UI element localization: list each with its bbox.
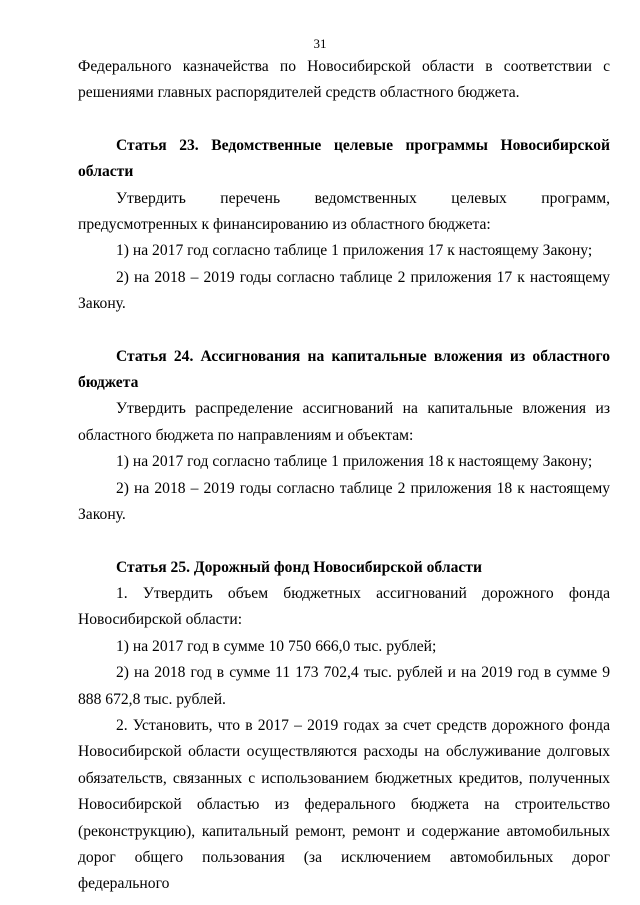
section-gap: [78, 529, 610, 555]
article-25-point-1: 1. Утвердить объем бюджетных ассигнований дорожного фонда Новосибирской области:: [78, 584, 610, 629]
article-25-item-2: 2) на 2018 год в сумме 11 173 702,4 тыс. рублей и на 2019 год в сумме 9 888 672,8 тыс. рублей.: [78, 664, 610, 708]
article-25-item-1: 1) на 2017 год в сумме 10 750 666,0 тыс. рублей;: [116, 637, 437, 655]
article-25-point-2: 2. Установить, что в 2017 – 2019 годах за счет средств дорожного фонда Новосибирской области осуществляются расходы на обслуживание долговых обязательств, связанных с использованием бюджетных кредитов, полученных Новосибирской областью из федерального бюджета на строительство (реконструкцию), капитальный ремонт, ремонт и содержание автомобильных дорог общего пользования (за исключением автомобильных дорог федерального: [78, 716, 610, 893]
article-24-item-1: 1) на 2017 год согласно таблице 1 приложения 18 к настоящему Закону;: [116, 453, 593, 471]
intro-paragraph: Федерального казначейства по Новосибирской области в соответствии с решениями главных распорядителей средств областного бюджета.: [78, 58, 610, 102]
article-23-heading: Статья 23. Ведомственные целевые программы Новосибирской области: [78, 136, 610, 181]
page-number: 31: [313, 36, 327, 51]
article-23: [78, 133, 610, 318]
article-23-item-1: 1) на 2017 год согласно таблице 1 приложения 17 к настоящему Закону;: [116, 242, 593, 260]
section-gap: [78, 318, 610, 344]
document-body: [78, 54, 610, 898]
article-23-paragraph: Утвердить перечень ведомственных целевых программ, предусмотренных к финансированию из областного бюджета:: [78, 189, 610, 234]
article-25: [78, 555, 610, 898]
article-24: [78, 344, 610, 529]
article-24-heading: Статья 24. Ассигнования на капитальные вложения из областного бюджета: [78, 347, 610, 392]
section-gap: [78, 107, 610, 133]
article-23-item-2: 2) на 2018 – 2019 годы согласно таблице 2 приложения 17 к настоящему Закону.: [78, 268, 610, 313]
article-25-heading: Статья 25. Дорожный фонд Новосибирской области: [116, 558, 482, 576]
article-24-item-2: 2) на 2018 – 2019 годы согласно таблице 2 приложения 18 к настоящему Закону.: [78, 479, 610, 524]
article-24-paragraph: Утвердить распределение ассигнований на капитальные вложения из областного бюджета по направлениям и объектам:: [78, 400, 610, 444]
